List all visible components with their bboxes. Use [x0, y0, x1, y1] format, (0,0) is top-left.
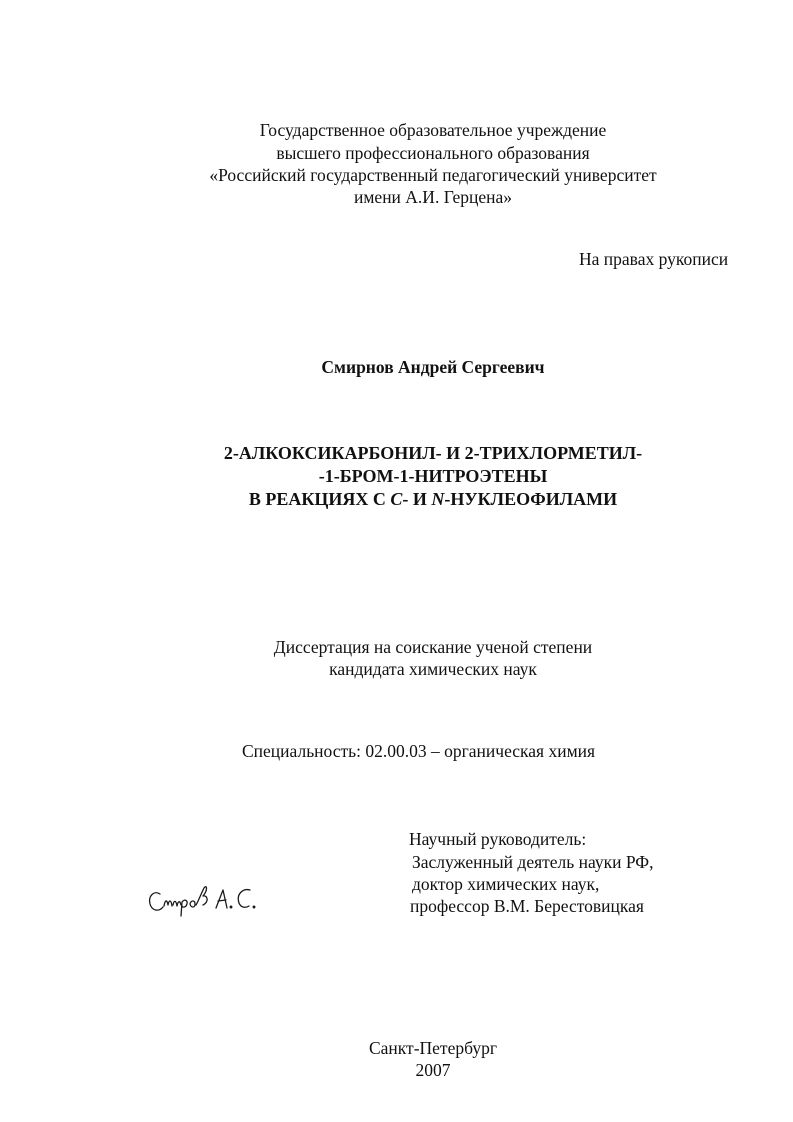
- title-line-3-pre: В РЕАКЦИЯХ С: [248, 489, 391, 509]
- supervisor-heading: Научный руководитель:: [409, 829, 587, 849]
- supervisor-line-3: профессор В.М. Берестовицкая: [410, 896, 644, 916]
- signature-drawing: [146, 880, 271, 920]
- degree-line-1: Диссертация на соискание ученой степени: [273, 637, 593, 657]
- title-line-3-post: -НУКЛЕОФИЛАМИ: [444, 489, 618, 509]
- title-line-3-mid: - И: [402, 489, 432, 509]
- title-line-1: 2-АЛКОКСИКАРБОНИЛ- И 2-ТРИХЛОРМЕТИЛ-: [223, 443, 643, 463]
- supervisor-line-1: Заслуженный деятель науки РФ,: [412, 852, 654, 872]
- title-line-2: -1-БРОМ-1-НИТРОЭТЕНЫ: [318, 466, 548, 486]
- institution-line-2: высшего профессионального образования: [276, 143, 590, 163]
- degree-line-2: кандидата химических наук: [329, 659, 537, 679]
- city: Санкт-Петербург: [368, 1038, 498, 1058]
- institution-line-3: «Российский государственный педагогический университет: [209, 165, 657, 185]
- title-line-3: [0, 488, 793, 511]
- specialty: Специальность: 02.00.03 – органическая химия: [242, 741, 596, 761]
- institution-line-4: имени А.И. Герцена»: [353, 187, 513, 207]
- title-c-italic: C: [390, 489, 403, 509]
- title-n-italic: N: [431, 489, 445, 509]
- year: 2007: [415, 1060, 451, 1080]
- rights-notice: На правах рукописи: [579, 249, 729, 269]
- handwritten-signature: [146, 880, 271, 920]
- institution-line-1: Государственное образовательное учреждение: [259, 120, 607, 140]
- author-name: Смирнов Андрей Сергеевич: [321, 357, 545, 377]
- supervisor-line-2: доктор химических наук,: [412, 874, 600, 894]
